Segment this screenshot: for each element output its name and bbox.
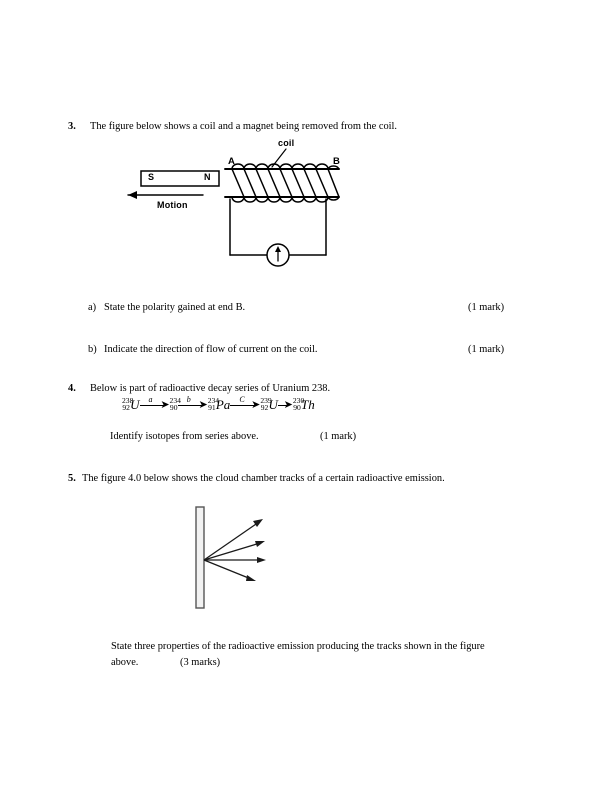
question-4-stem: Below is part of radioactive decay series of Uranium 238.: [90, 383, 331, 394]
question-3-number: 3.: [68, 121, 76, 132]
question-3b-label: b): [88, 344, 97, 355]
track-1-shaft: [204, 522, 259, 560]
transition-b-label: b: [186, 395, 191, 404]
transition-a-head: ➤: [160, 398, 170, 411]
question-5-stem: The figure 4.0 below shows the cloud chamber tracks of a certain radioactive emission.: [82, 473, 445, 484]
coil-and-magnet-diagram: [120, 138, 355, 273]
nuclide-2: [208, 397, 231, 413]
nuclide-3: [260, 397, 278, 413]
motion-arrow-head: [128, 191, 137, 199]
nuclide-1-mass: 234: [169, 396, 181, 406]
question-4-marks: (1 mark): [320, 431, 357, 442]
uranium-238-decay-series: [122, 396, 315, 422]
nuclide-4-mass: 230: [292, 396, 305, 406]
question-3b-marks: (1 mark): [468, 344, 505, 355]
cloud-chamber-svg: [185, 500, 290, 618]
coil-diagram-svg: [120, 138, 355, 273]
transition-arrow-b: [178, 396, 208, 409]
question-5-number: 5.: [68, 473, 76, 484]
nuclide-2-atomic: 91: [208, 403, 216, 413]
magnet-south-pole-label: S: [148, 172, 155, 182]
question-5-prompt-line2: above.: [111, 657, 139, 668]
transition-arrow-final: [278, 396, 293, 409]
emission-tracks: [204, 519, 266, 581]
nuclide-3-mass: 239: [260, 396, 272, 406]
question-3a-label: a): [88, 302, 97, 313]
source-plate: [196, 507, 204, 608]
transition-a-label: a: [148, 395, 153, 404]
nuclide-3-symbol: U: [268, 397, 278, 412]
magnet-north-pole-label: N: [204, 172, 211, 182]
question-3a-marks: (1 mark): [468, 302, 505, 313]
transition-c-head: ➤: [251, 398, 261, 411]
question-4-prompt: Identify isotopes from series above.: [110, 431, 259, 442]
track-2-shaft: [204, 543, 260, 560]
track-4-head: [246, 575, 256, 581]
transition-b-head: ➤: [198, 398, 208, 411]
question-3-stem: The figure below shows a coil and a magnet being removed from the coil.: [90, 121, 398, 132]
nuclide-0-symbol: U: [130, 397, 140, 412]
question-5-marks: (3 marks): [180, 657, 221, 668]
nuclide-0-atomic: 92: [122, 403, 130, 413]
transition-c-label: C: [239, 395, 245, 404]
coil-end-a-label: A: [228, 156, 235, 167]
question-3b-text: Indicate the direction of flow of current on the coil.: [104, 344, 318, 355]
coil-end-b-label: B: [333, 156, 340, 167]
transition-arrow-a: [140, 396, 170, 409]
question-4-number: 4.: [68, 383, 76, 394]
nuclide-4-atomic: 90: [293, 403, 301, 413]
track-2-head: [255, 541, 265, 547]
transition-final-head: ➤: [283, 398, 293, 411]
nuclide-2-mass: 234: [207, 396, 220, 406]
nuclide-1: [169, 396, 181, 413]
nuclide-4-symbol: Th: [301, 397, 315, 412]
question-3a-text: State the polarity gained at end B.: [104, 302, 246, 313]
nuclide-0: [122, 397, 140, 413]
nuclide-1-atomic: 90: [169, 403, 178, 413]
nuclide-3-atomic: 92: [260, 403, 269, 413]
track-3-head: [257, 557, 266, 563]
nuclide-0-mass: 238: [122, 396, 134, 406]
motion-label: Motion: [157, 200, 188, 210]
nuclide-2-symbol: Pa: [215, 397, 231, 412]
question-5-prompt-line1: State three properties of the radioactive emission producing the tracks shown in the figure: [111, 641, 485, 652]
transition-arrow-c: [230, 396, 260, 409]
nuclide-4: [293, 397, 315, 413]
coil-label: coil: [278, 138, 295, 148]
track-4-shaft: [204, 560, 251, 579]
cloud-chamber-tracks-diagram: [185, 500, 290, 618]
